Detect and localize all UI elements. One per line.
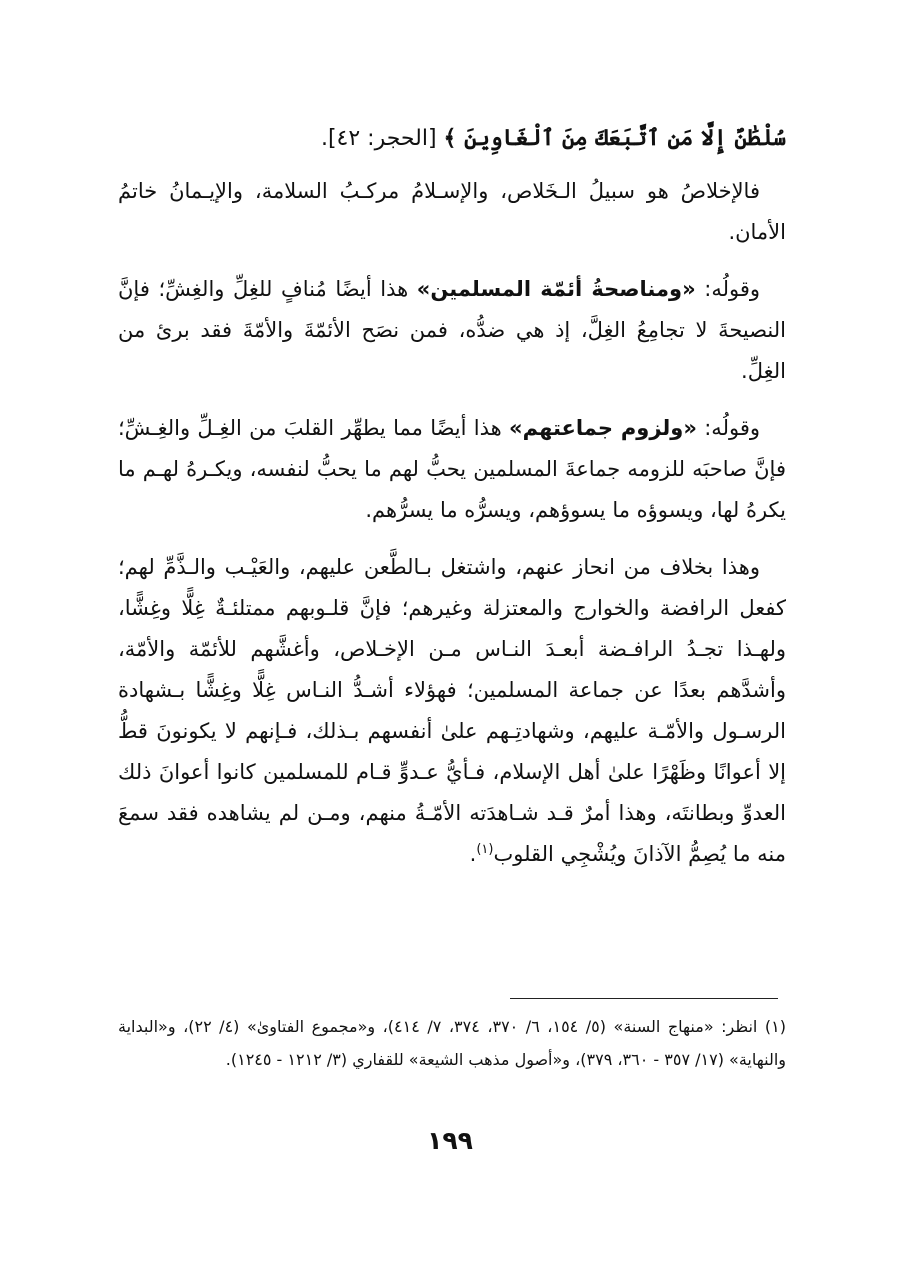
quoted-hadith-phrase: «ولزوم جماعتهم»	[509, 416, 697, 440]
paragraph-text: وهذا بخلاف من انحاز عنهم، واشتغل بـالطَّعن عليهم، والعَيْـب والـذَّمِّ لهم؛ كفعل الرافضة والخوارج والمعتزلة وغيرهم؛ فإنَّ قلـوبهم ممتلئـةٌ غِلًّا وغِشًّا، ولهـذا تجـدُ الرافـضة أبعـدَ النـاس مـن الإخـلاص، وأغشَّهم للأئمّة والأمّة، وأشدَّهم بعدًا عن جماعة المسلمين؛ فهؤلاء أشـدُّ النـاس غِلًّا وغِشًّا بـشهادة الرسـول والأمّـة عليهم، وشهادتِـهم علىٰ أنفسهم بـذلك، فـإنهم لا يكونونَ قطُّ إلا أعوانًا وظَهْرًا علىٰ أهل الإسلام، فـأيُّ عـدوٍّ قـام للمسلمين كانوا أعوانَ ذلك العدوِّ وبطانتَه، وهذا أمرٌ قـد شـاهدَته الأمّـةُ منهم، ومـن لم يشاهده فقد سمعَ منه ما يُصِمُّ الآذانَ ويُشْجِي القلوب	[118, 555, 786, 866]
footnote-item	[118, 1010, 786, 1076]
quran-verse: سُلْطَٰنٌ إِلَّا مَنِ ٱتَّبَعَكَ مِنَ ٱلْغَاوِينَ ﴾	[443, 125, 786, 151]
paragraph-text: هذا أيضًا مُنافٍ للغِلِّ والغِشِّ؛ فإنَّ النصيحةَ لا تجامِعُ الغِلَّ، إذ هي ضدُّه، فمن نصَح الأئمّةَ والأمّةَ فقد برئ من الغِلِّ.	[118, 277, 786, 383]
paragraph-text: هذا أيضًا مما يطهِّر القلبَ من الغِـلِّ والغِـشِّ؛ فإنَّ صاحبَه للزومه جماعةَ المسلمين يحبُّ لهم ما يحبُّ لنفسه، ويكـرهُ لهـم ما يكرهُ لها، ويسوؤه ما يسوؤهم، ويسرُّه ما يسرُّهم.	[118, 416, 786, 522]
paragraph-text: وقولُه:	[695, 277, 761, 301]
footnotes	[118, 1010, 786, 1076]
paragraph	[118, 408, 786, 531]
quoted-hadith-phrase: «ومناصحةُ أئمّة المسلمين»	[416, 277, 696, 301]
footnote-text: انظر: «منهاج السنة» (٥/ ١٥٤، ٦/ ٣٧٠، ٣٧٤، ٧/ ٤١٤)، و«مجموع الفتاوىٰ» (٤/ ٢٢)، و«البداية والنهاية» (١٧/ ٣٥٧ - ٣٦٠، ٣٧٩)، و«أصول مذهب الشيعة» للقفاري (٣/ ١٢١٢ - ١٢٤٥).	[118, 1017, 786, 1069]
paragraph-text: .	[469, 842, 477, 866]
paragraph-text: فالإخلاصُ هو سبيلُ الـخَلاص، والإسـلامُ مركـبُ السلامة، والإيـمانُ خاتمُ الأمان.	[118, 179, 786, 244]
footnote-separator	[510, 998, 778, 999]
paragraph	[118, 547, 786, 875]
footnote-marker: (١)	[764, 1017, 786, 1036]
verse-citation: [الحجر: ٤٢].	[320, 126, 437, 151]
paragraph	[118, 171, 786, 253]
paragraph	[118, 269, 786, 392]
paragraph-text: وقولُه:	[696, 416, 760, 440]
page-number: ١٩٩	[427, 1126, 473, 1155]
verse-continuation-line	[118, 118, 786, 159]
paragraphs	[118, 171, 786, 875]
footnote-reference: (١)	[476, 842, 494, 857]
page-body	[118, 118, 786, 891]
